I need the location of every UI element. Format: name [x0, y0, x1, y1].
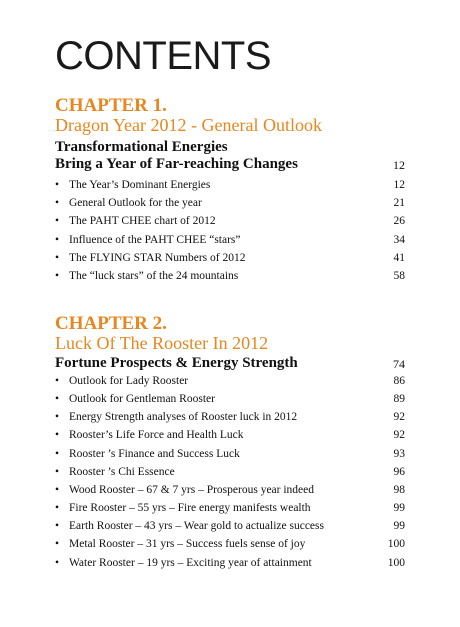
chapter-1-heading-line2: [55, 157, 405, 172]
entry-page-number: 21: [393, 197, 405, 210]
bullet-icon: •: [55, 270, 60, 282]
bullet-icon: •: [55, 429, 60, 442]
entry-text: The Year’s Dominant Energies: [69, 179, 211, 191]
chapter-1-heading-line1: [55, 140, 405, 155]
entry-text: General Outlook for the year: [69, 197, 202, 210]
bullet-icon: •: [55, 197, 60, 210]
heading-page-number: 12: [393, 158, 405, 172]
bullet-icon: •: [55, 538, 60, 551]
toc-entry: [55, 392, 405, 407]
toc-entry: [55, 233, 405, 248]
entry-text: Wood Rooster – 67 & 7 yrs – Prosperous year indeed: [69, 483, 315, 496]
entry-page-number: 100: [387, 556, 405, 569]
entry-page-number: 96: [393, 465, 405, 478]
heading-text: Bring a Year of Far-reaching Changes: [55, 156, 298, 172]
toc-entry: [55, 196, 405, 211]
entry-page-number: 98: [393, 483, 405, 496]
entry-text: Rooster ’s Chi Essence: [69, 465, 175, 478]
entry-page-number: 12: [393, 179, 405, 191]
bullet-icon: •: [55, 465, 60, 478]
entry-text: Metal Rooster – 31 yrs – Success fuels sense of joy: [69, 538, 306, 551]
toc-entry: [55, 519, 405, 534]
entry-text: The “luck stars” of the 24 mountains: [69, 270, 239, 282]
toc-entry: [55, 483, 405, 498]
toc-entry: [55, 251, 405, 266]
entry-text: Earth Rooster – 43 yrs – Wear gold to actualize success: [69, 520, 324, 533]
toc-entry: [55, 537, 405, 552]
entry-text: Outlook for Gentleman Rooster: [69, 393, 215, 406]
toc-entry: [55, 556, 405, 571]
entry-page-number: 26: [393, 215, 405, 228]
toc-entry: [55, 410, 405, 425]
bullet-icon: •: [55, 520, 60, 533]
bullet-icon: •: [55, 251, 60, 264]
bullet-icon: •: [55, 483, 60, 496]
entry-text: The FLYING STAR Numbers of 2012: [69, 251, 246, 264]
bullet-icon: •: [55, 215, 60, 228]
entry-page-number: 93: [393, 447, 405, 460]
toc-entry: [55, 501, 405, 516]
chapter-1-title: Dragon Year 2012 - General Outlook: [55, 115, 322, 135]
entry-page-number: 99: [393, 502, 405, 515]
entry-page-number: 58: [393, 270, 405, 282]
chapter-2-number: CHAPTER 2.: [55, 313, 167, 334]
entry-page-number: 34: [393, 233, 405, 246]
toc-entry: [55, 428, 405, 443]
entry-text: Energy Strength analyses of Rooster luck in 2012: [69, 411, 298, 424]
bullet-icon: •: [55, 502, 60, 515]
entry-text: Outlook for Lady Rooster: [69, 375, 189, 387]
chapter-1-number: CHAPTER 1.: [55, 95, 167, 116]
entry-text: Rooster ’s Finance and Success Luck: [69, 447, 240, 460]
bullet-icon: •: [55, 411, 60, 424]
heading-text: Fortune Prospects & Energy Strength: [55, 355, 298, 371]
entry-text: Fire Rooster – 55 yrs – Fire energy manifests wealth: [69, 502, 311, 515]
entry-page-number: 89: [393, 393, 405, 406]
chapter-2-heading: [55, 356, 405, 371]
toc-entry: [55, 269, 405, 284]
bullet-icon: •: [55, 556, 60, 569]
bullet-icon: •: [55, 233, 60, 246]
heading-text: Transformational Energies: [55, 139, 228, 155]
entry-text: Influence of the PAHT CHEE “stars”: [69, 233, 241, 246]
toc-entry: [55, 374, 405, 389]
entry-page-number: 41: [393, 251, 405, 264]
toc-entry: [55, 465, 405, 480]
chapter-2-title: Luck Of The Rooster In 2012: [55, 333, 269, 353]
entry-page-number: 100: [387, 538, 405, 551]
heading-page-number: 74: [393, 357, 405, 371]
bullet-icon: •: [55, 375, 60, 387]
entry-text: Water Rooster – 19 yrs – Exciting year of attainment: [69, 556, 312, 569]
entry-text: The PAHT CHEE chart of 2012: [69, 215, 216, 228]
bullet-icon: •: [55, 179, 60, 191]
bullet-icon: •: [55, 393, 60, 406]
toc-entry: [55, 178, 405, 193]
toc-entry: [55, 214, 405, 229]
page-title: CONTENTS: [55, 34, 271, 78]
entry-page-number: 92: [393, 429, 405, 442]
bullet-icon: •: [55, 447, 60, 460]
entry-page-number: 99: [393, 520, 405, 533]
entry-text: Rooster’s Life Force and Health Luck: [69, 429, 244, 442]
entry-page-number: 86: [393, 375, 405, 387]
toc-entry: [55, 447, 405, 462]
entry-page-number: 92: [393, 411, 405, 424]
